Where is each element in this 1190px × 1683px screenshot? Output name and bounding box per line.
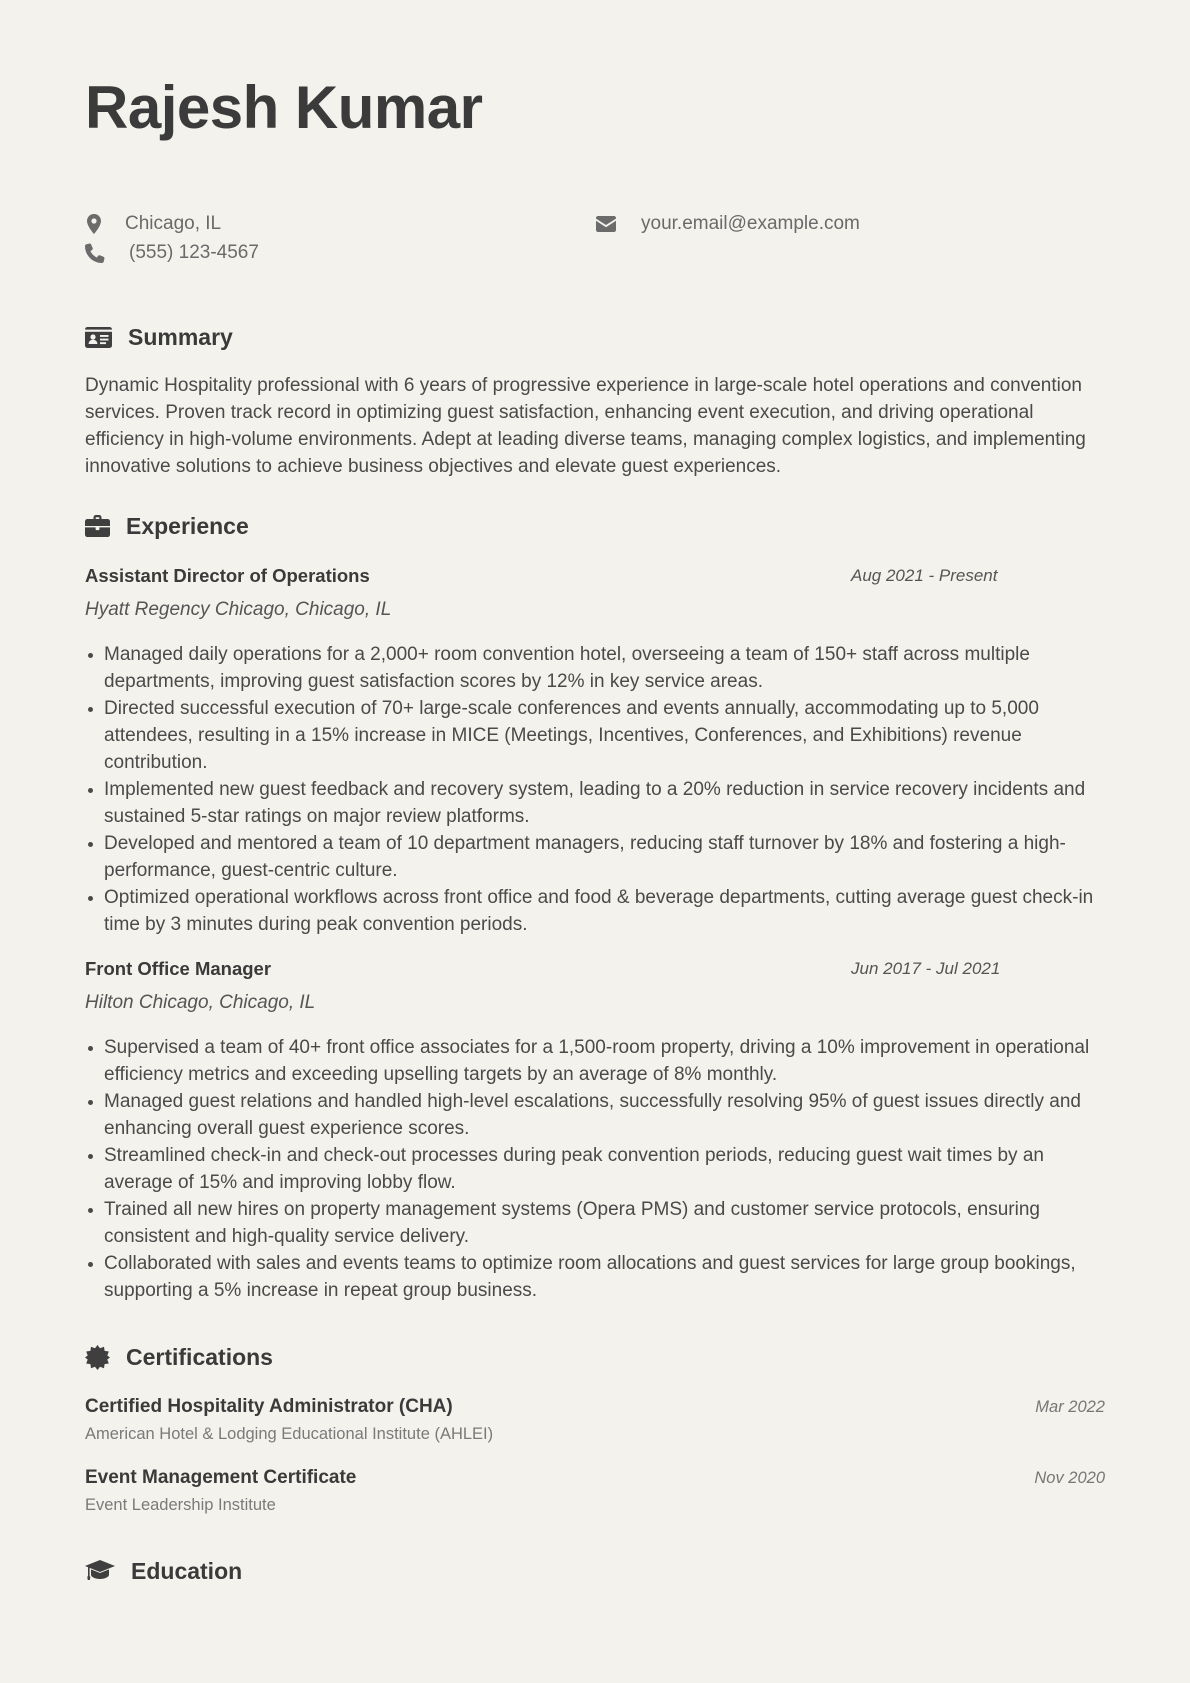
job-bullet: Trained all new hires on property management systems (Opera PMS) and customer service protocols, ensuring consistent and high-quality service delivery. [85,1196,1105,1250]
job-entry [85,956,1105,1304]
envelope-icon [595,216,617,232]
certification-date: Mar 2022 [1035,1398,1105,1416]
job-organization: Hyatt Regency Chicago, Chicago, IL [85,599,392,620]
job-organization: Hilton Chicago, Chicago, IL [85,992,316,1013]
job-title: Assistant Director of Operations [85,565,370,586]
candidate-name: Rajesh Kumar [85,74,483,141]
job-title: Front Office Manager [85,958,272,979]
contact-email [595,211,860,237]
certificate-badge-icon [85,1345,110,1370]
section-heading-education [85,1556,242,1586]
briefcase-icon [85,515,110,537]
certification-title: Certified Hospitality Administrator (CHA) [85,1396,453,1417]
certification-entry [85,1394,1105,1446]
job-bullet: Supervised a team of 40+ front office associates for a 1,500-room property, driving a 10% improvement in operational efficiency metrics and exceeding upselling targets by an average of 8% monthly. [85,1034,1105,1088]
phone-icon [85,243,105,263]
job-bullet: Implemented new guest feedback and recovery system, leading to a 20% reduction in service recovery incidents and sustained 5-star ratings on major review platforms. [85,776,1105,830]
experience-heading-text: Experience [126,512,249,539]
job-bullet: Managed daily operations for a 2,000+ room convention hotel, overseeing a team of 150+ staff across multiple departments, improving guest satisfaction scores by 12% in key service areas. [85,641,1105,695]
education-heading-text: Education [131,1557,243,1584]
graduation-cap-icon [85,1560,115,1582]
summary-heading-text: Summary [128,323,233,350]
certification-date: Nov 2020 [1034,1469,1105,1487]
job-entry [85,563,1105,938]
job-dates: Jun 2017 - Jul 2021 [851,959,1001,978]
job-bullet: Collaborated with sales and events teams to optimize room allocations and guest services for large group bookings, supporting a 5% increase in repeat group business. [85,1250,1105,1304]
job-bullet: Optimized operational workflows across front office and food & beverage departments, cutting average guest check-in time by 3 minutes during peak convention periods. [85,884,1105,938]
phone-text: (555) 123-4567 [129,242,259,263]
contact-phone [85,240,259,266]
location-text: Chicago, IL [125,213,222,234]
job-bullet: Managed guest relations and handled high-level escalations, successfully resolving 95% of guest issues directly and enhancing overall guest experience scores. [85,1088,1105,1142]
certifications-heading-text: Certifications [126,1343,273,1370]
job-bullet: Streamlined check-in and check-out processes during peak convention periods, reducing guest wait times by an average of 15% and improving lobby flow. [85,1142,1105,1196]
contact-location [85,211,221,237]
job-bullets [85,641,1105,938]
job-dates: Aug 2021 - Present [851,566,998,585]
email-link[interactable]: your.email@example.com [641,213,860,234]
certification-issuer: American Hotel & Lodging Educational Institute (AHLEI) [85,1425,494,1443]
section-heading-experience [85,511,249,541]
map-marker-icon [85,214,103,234]
section-heading-summary [85,322,233,352]
id-card-icon [85,327,112,348]
certification-entry [85,1465,1105,1517]
job-bullet: Developed and mentored a team of 10 department managers, reducing staff turnover by 18% and fostering a high-performance, guest-centric culture. [85,830,1105,884]
job-bullets [85,1034,1105,1304]
certification-title: Event Management Certificate [85,1467,357,1488]
job-bullet: Directed successful execution of 70+ large-scale conferences and events annually, accommodating up to 5,000 attendees, resulting in a 15% increase in MICE (Meetings, Incentives, Conferences, and Exhibitions) revenue contribution. [85,695,1105,776]
certification-issuer: Event Leadership Institute [85,1496,276,1514]
section-heading-certifications [85,1342,273,1372]
summary-paragraph: Dynamic Hospitality professional with 6 years of progressive experience in large-scale hotel operations and convention services. Proven track record in optimizing guest satisfaction, enhancing event execution, and driving operational efficiency in high-volume environments. Adept at leading diverse teams, managing complex logistics, and implementing innovative solutions to achieve business objectives and elevate guest experiences. [85,375,1086,477]
